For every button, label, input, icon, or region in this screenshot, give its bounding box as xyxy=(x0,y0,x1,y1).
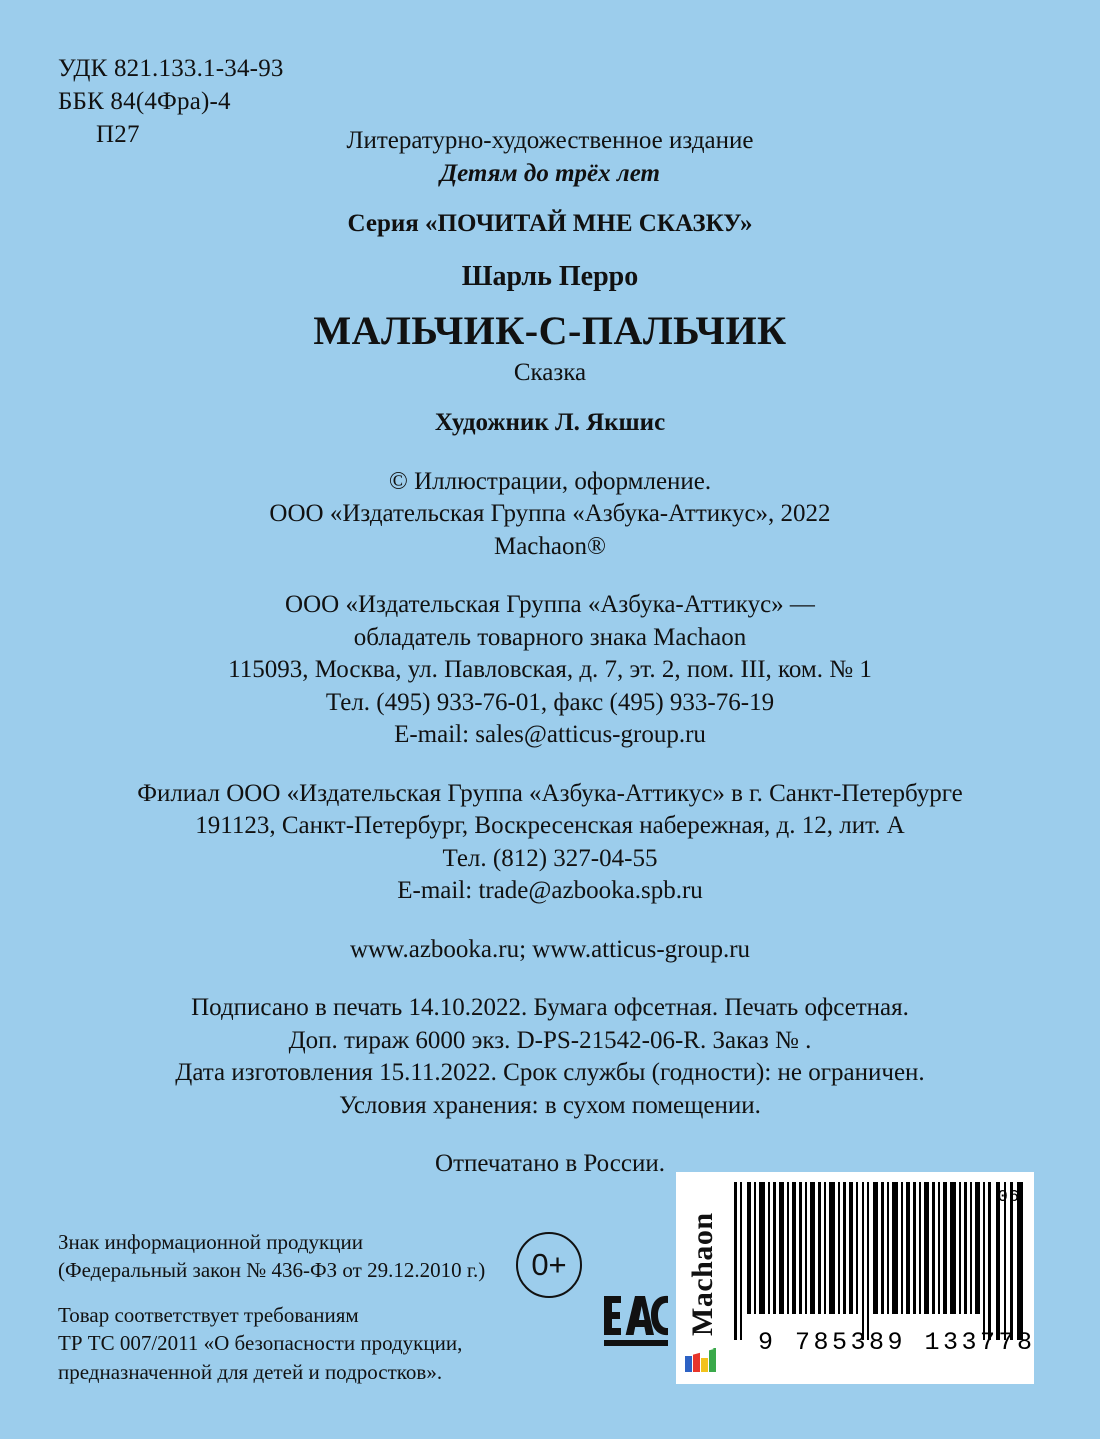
conformity-note-line: ТР ТС 007/2011 «О безопасности продукции, xyxy=(58,1331,463,1356)
book-subtitle: Сказка xyxy=(513,358,587,386)
info-product-mark-note xyxy=(58,1228,485,1284)
age-rating-badge: 0+ xyxy=(516,1232,582,1298)
ean13-barcode xyxy=(734,1182,1036,1378)
publisher-line: Тел. (495) 933-76-01, факс (495) 933-76-19 xyxy=(325,688,775,716)
series-name: Серия «ПОЧИТАЙ МНЕ СКАЗКУ» xyxy=(347,210,753,237)
author-sign-code: П27 xyxy=(96,121,140,148)
production-line: Подписано в печать 14.10.2022. Бумага офсетная. Печать офсетная. xyxy=(191,994,909,1022)
barcode-addon-number: 06 xyxy=(997,1188,1020,1207)
info-note-line: (Федеральный закон № 436-ФЗ от 29.12.2010 г.) xyxy=(58,1258,486,1283)
branch-email: E-mail: trade@azbooka.spb.ru xyxy=(397,877,703,905)
legal-notes xyxy=(58,1228,485,1386)
barcode-panel xyxy=(676,1172,1034,1384)
conformity-note-line: Товар соответствует требованиям xyxy=(58,1303,359,1328)
printed-in: Отпечатано в России. xyxy=(435,1150,665,1178)
branch-line: Тел. (812) 327-04-55 xyxy=(442,844,658,872)
book-author: Шарль Перро xyxy=(461,260,639,292)
edition-type: Литературно-художественное издание xyxy=(346,127,754,154)
bbk-code: ББК 84(4Фра)-4 xyxy=(58,88,231,115)
publisher-line: 115093, Москва, ул. Павловская, д. 7, эт. 2, пом. III, ком. № 1 xyxy=(228,656,872,684)
udk-code: УДК 821.133.1-34-93 xyxy=(58,55,284,82)
branch-line: Филиал ООО «Издательская Группа «Азбука-Аттикус» в г. Санкт-Петербурге xyxy=(137,779,963,807)
info-note-line: Знак информационной продукции xyxy=(58,1230,363,1254)
eac-conformity-icon xyxy=(602,1292,670,1350)
publisher-email: E-mail: sales@atticus-group.ru xyxy=(394,721,706,749)
imprint-block xyxy=(0,125,1100,1181)
conformity-note-line: предназначенной для детей и подростков». xyxy=(58,1359,443,1384)
copyright-line: ООО «Издательская Группа «Азбука-Аттикус», 2022 xyxy=(269,500,831,528)
website-links: www.azbooka.ru; www.atticus-group.ru xyxy=(349,935,751,963)
publisher-line: ООО «Издательская Группа «Азбука-Аттикус» — xyxy=(285,591,815,619)
branch-line: 191123, Санкт-Петербург, Воскресенская набережная, д. 12, лит. А xyxy=(195,812,905,840)
ean13-number: 9 785389 133778 xyxy=(758,1328,1036,1357)
barcode-bars xyxy=(734,1182,1026,1340)
production-line: Доп. тираж 6000 экз. D-PS-21542-06-R. Заказ № . xyxy=(288,1026,812,1054)
book-title: МАЛЬЧИК-С-ПАЛЬЧИК xyxy=(313,307,787,353)
machaon-logo-icon xyxy=(684,1338,720,1374)
publisher-line: обладатель товарного знака Machaon xyxy=(353,623,747,651)
age-group: Детям до трёх лет xyxy=(440,159,660,187)
production-line: Условия хранения: в сухом помещении. xyxy=(339,1091,761,1119)
publisher-brand-label: Machaon xyxy=(686,1212,719,1336)
conformity-note xyxy=(58,1301,485,1385)
copyright-line: © Иллюстрации, оформление. xyxy=(388,467,712,495)
copyright-line: Machaon® xyxy=(493,532,606,560)
production-line: Дата изготовления 15.11.2022. Срок службы (годности): не ограничен. xyxy=(175,1059,925,1087)
illustrator: Художник Л. Якшис xyxy=(434,409,666,437)
